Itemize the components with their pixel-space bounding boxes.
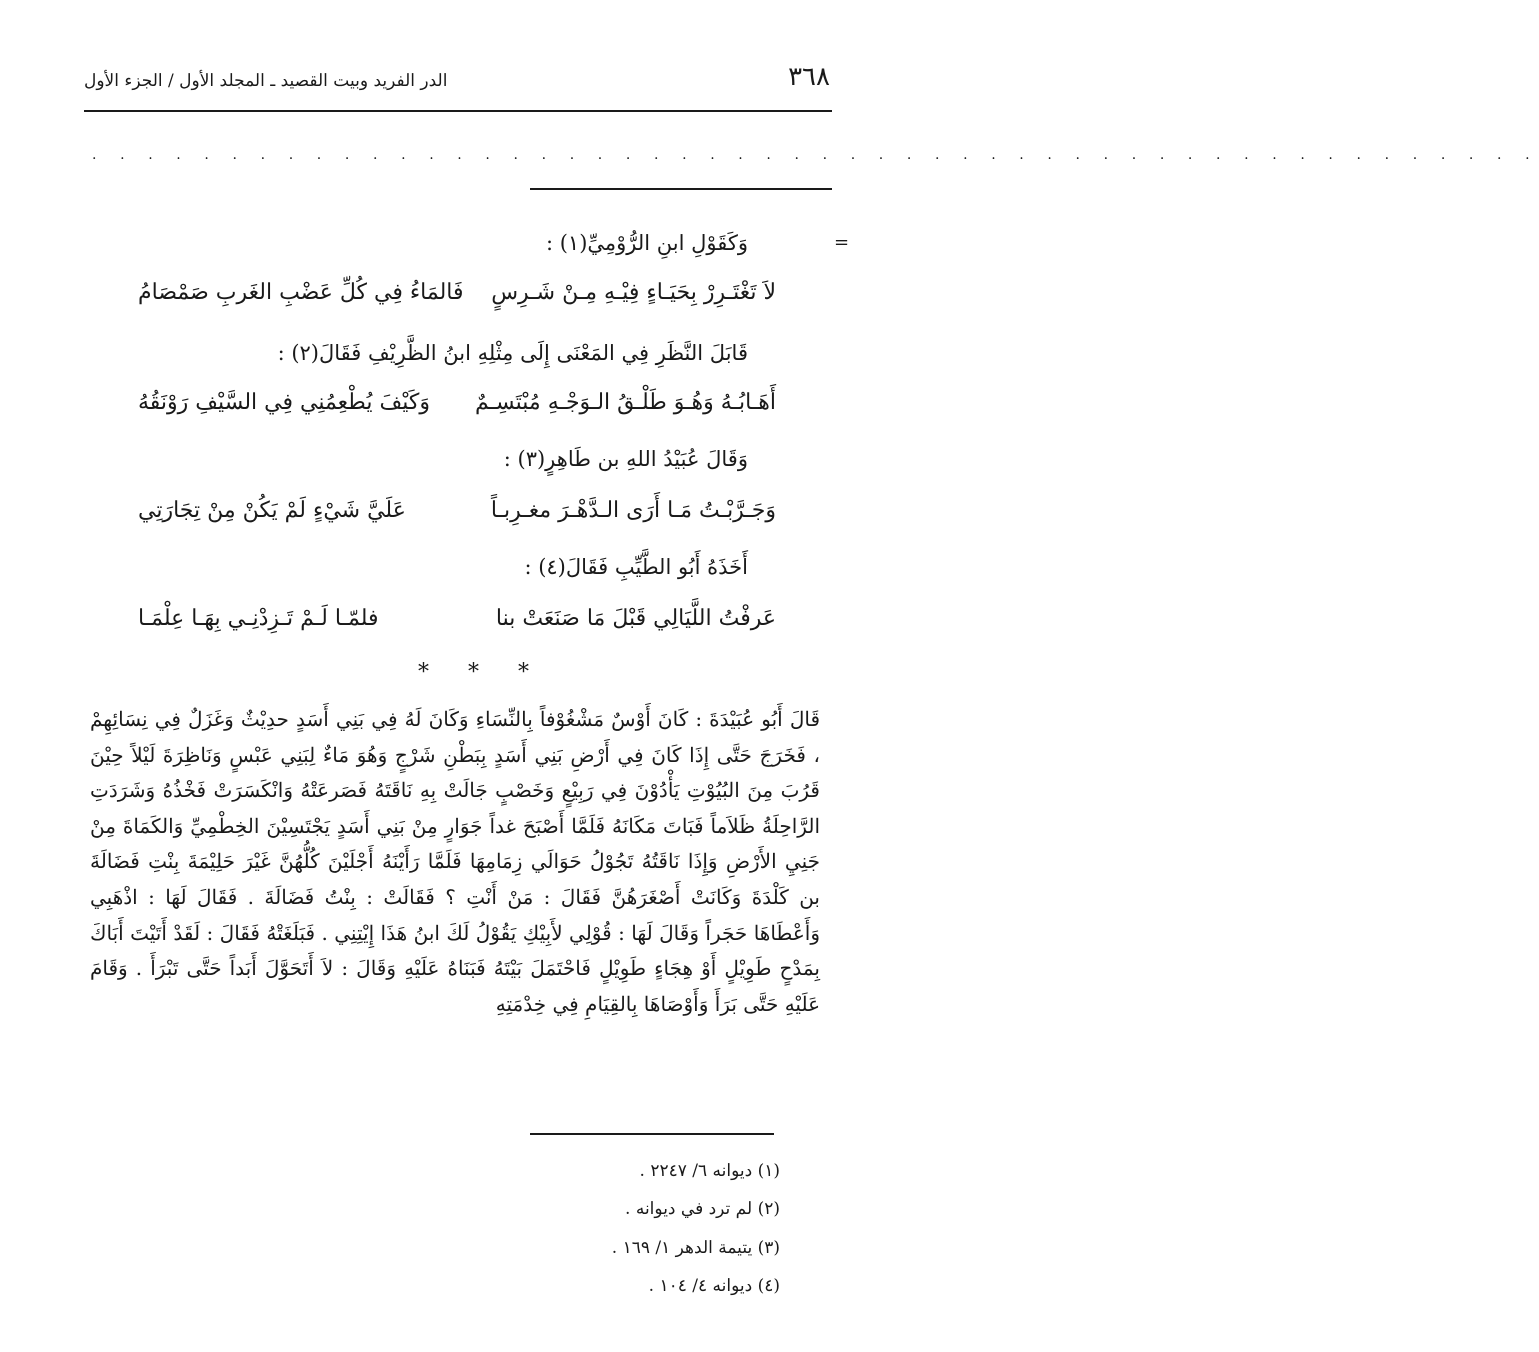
separator-dots: . . . . . . . . . . . . . . . . . . . . . . . . . . . . . . . . . . . . . . . . . . . . . . . . . . . . bbox=[92, 147, 1539, 163]
intro-line-abu-tayyib: أَخَذَهُ أَبُو الطَّيِّبِ فَقَالَ(٤) : bbox=[524, 555, 748, 579]
intro-line-ubaydullah: وَقَالَ عُبَيْدُ اللهِ بن طَاهِرٍ(٣) : bbox=[503, 447, 748, 471]
verse-4-right-hemistich: عَرفْتُ اللَّيَالِي قَبْلَ مَا صَنَعَتْ بنا bbox=[495, 606, 776, 631]
footnote-1: (١) ديوانه ٦/ ٢٢٤٧ . bbox=[639, 1161, 780, 1181]
section-rule bbox=[530, 188, 832, 190]
intro-line-ibn-zarif: قَابَلَ النَّظَرِ فِي المَعْنَى إِلَى مِثْلِهِ ابنُ الظَّرِيْفِ فَقَالَ(٢) : bbox=[277, 341, 748, 365]
page-number: ٣٦٨ bbox=[788, 62, 830, 92]
footnote-rule bbox=[530, 1133, 774, 1135]
section-stars: * * * bbox=[418, 660, 545, 685]
verse-1-right-hemistich: لاَ تَغْتَـرِرْ بِحَيَـاءٍ فِيْـهِ مِـنْ شَـرِسٍ bbox=[491, 280, 776, 305]
verse-1-left-hemistich: فَالمَاءُ فِي كُلِّ عَضْبِ الغَربِ صَمْصَامُ bbox=[138, 280, 464, 305]
footnote-3: (٣) يتيمة الدهر ١/ ١٦٩ . bbox=[611, 1238, 780, 1258]
prose-paragraph: قَالَ أَبُو عُبَيْدَةَ : كَانَ أَوْسٌ مَشْغُوْفاً بِالنِّسَاءِ وَكَانَ لَهُ فِي بَنِي أَسَدٍ حدِيْثٌ وَغَزَلٌ فِي نِسَائِهِمْ ، فَخَرَجَ حَتَّى إِذَا كَانَ فِي أَرْضِ بَنِي أَسَدٍ بِبَطْنِ شَرْجٍ وَهُوَ مَاءٌ لِبَنِي عَبْسٍ وَنَاظِرَةَ لَيْلاً حِيْنَ قَرُبَ مِنَ البُيُوْتِ يَأْدُوْنَ فِي رَبِيْعٍ وَخَصْبٍ جَالَتْ بِهِ نَاقَتَهُ فَصَرعَتْهُ وَانْكَسَرَتْ فَخْذُهُ وَشَرَدَتِ الرَّاحِلَةُ ظَلاَماً فَبَاتَ مَكَانَهُ فَلَمَّا أَصْبَحَ غداً جَوَارٍ مِنْ بَنِي أَسَدٍ يَجْتَسِيْنَ الخِطْمِيِّ وَالكَمَاةَ مِنْ جَنِيِ الأَرْضِ وَإِذَا نَاقَتُهُ تَجُوْلُ حَوَالَي زِمَامِهَا فَلَمَّا رَأَيْنَهُ أَجْلَيْنَ كُلُّهُنَّ غَيْرَ حَلِيْمَةَ بِنْتِ فَضَالَةَ بن كَلْدَةَ وَكَانَتْ أَصْغَرَهُنَّ فَقَالَ : مَنْ أَنْتِ ؟ فَقَالَتْ : بِنْتُ فَضَالَةَ . فَقَالَ لَهَا : اذْهَبِي وَأَعْطَاهَا حَجَراً وَقَالَ لَهَا : قُوْلِي لأَبِيْكِ يَقُوْلُ لَكَ ابنُ هَذَا إِيْتِنِي . فَبَلَغَتْهُ فَقَالَ : لَقَدْ أَتَيْتَ أَبَاكَ بِمَدْحٍ طَوِيْلٍ أَوْ هِجَاءٍ طَوِيْلٍ فَاحْتَمَلَ بَيْتَهُ فَبَنَاهُ عَلَيْهِ وَقَالَ : لاَ أَتَحَوَّلَ أَبَداً حَتَّى تَبْرَأَ . وَقَامَ عَلَيْهِ حَتَّى بَرَأَ وَأَوْصَاهَا بِالقِيَامِ فِي خِدْمَتِهِ bbox=[90, 707, 820, 1016]
intro-line-ibn-rumi: وَكَقَوْلِ ابنِ الرُّوْمِيِّ(١) : bbox=[545, 231, 748, 255]
verse-4-left-hemistich: فلمّـا لَـمْ تَـزِدْنِـي بِهَـا عِلْمَـا bbox=[138, 606, 379, 631]
verse-3-right-hemistich: وَجَـرَّبْـتُ مَـا أَرَى الـدَّهْـرَ مغـرِبـاً bbox=[490, 498, 776, 523]
continuation-mark: = bbox=[834, 232, 850, 253]
verse-2-right-hemistich: أَهَـابُـهُ وَهُـوَ طَلْـقُ الـوَجْـهِ مُبْتَسِـمٌ bbox=[474, 390, 776, 415]
running-title: الدر الفريد وبيت القصيد ـ المجلد الأول / الجزء الأول bbox=[84, 71, 448, 91]
header-rule bbox=[84, 110, 832, 112]
verse-2-left-hemistich: وَكَيْفَ يُطْعِمُنِي فِي السَّيْفِ رَوْنَقُهُ bbox=[138, 390, 430, 415]
footnote-2: (٢) لم ترد في ديوانه . bbox=[625, 1199, 780, 1219]
verse-3-left-hemistich: عَلَيَّ شَيْءٍ لَمْ يَكُنْ مِنْ تِجَارَتِي bbox=[138, 498, 406, 523]
footnote-4: (٤) ديوانه ٤/ ١٠٤ . bbox=[648, 1276, 780, 1296]
